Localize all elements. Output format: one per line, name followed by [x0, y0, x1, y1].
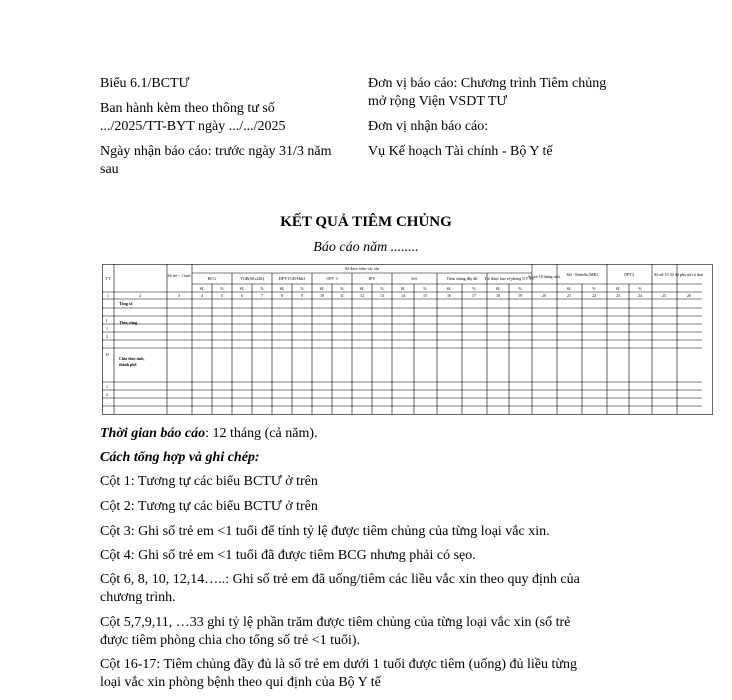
sub-sl: SL	[495, 286, 501, 291]
col-number: 8	[281, 293, 283, 298]
full-immunization-header: Tiêm chủng đầy đủ	[446, 276, 478, 281]
report-title: KẾT QUẢ TIÊM CHỦNG	[280, 214, 452, 230]
sub-pct: %	[518, 286, 522, 291]
row-total-label: Tổng số	[119, 301, 133, 306]
row-roman-ii: II	[106, 352, 109, 357]
note-col3: Cột 3: Ghi số trẻ em <1 tuổi để tính tỷ lệ được tiêm chủng của từng loại vắc xin.	[100, 524, 550, 539]
col-number: 21	[567, 293, 571, 298]
row-roman-i: I	[106, 318, 108, 323]
row-number: 2	[106, 334, 108, 339]
col-women-header: Số nữ 15-35	[654, 272, 674, 277]
note-col16-line2: loại vắc xin phòng bệnh theo qui định của Bộ Y tế	[100, 675, 381, 690]
note-col6-line1: Cột 6, 8, 10, 12,14…..: Ghi số trẻ em đã uống/tiêm các liều vắc xin theo quy định của	[100, 572, 580, 587]
ipv-header: IPV	[368, 276, 376, 281]
col-number: 12	[360, 293, 364, 298]
receiving-unit-label: Đơn vị nhận báo cáo:	[368, 119, 489, 134]
col-number: 6	[241, 293, 243, 298]
row-dots: ...	[106, 342, 109, 347]
receive-date-line-1: Ngày nhận báo cáo: trước ngày 31/3 năm	[100, 144, 332, 159]
sub-pct: %	[472, 286, 476, 291]
sub-sl: SL	[319, 286, 325, 291]
sub-sl: SL	[279, 286, 285, 291]
row-by-province-label: Chia theo tỉnh,	[119, 356, 145, 361]
report-subtitle: Báo cáo năm ........	[313, 240, 419, 255]
col-number: 13	[380, 293, 384, 298]
col-number: 5	[221, 293, 223, 298]
note-col4: Cột 4: Ghi số trẻ em <1 tuổi đã được tiêm BCG nhưng phải có sẹo.	[100, 548, 476, 563]
tetanus-protected-header: Trẻ được bảo vệ phòng UV SS	[484, 276, 534, 281]
vaccine-group-header: Số được tiêm vắc xin	[344, 266, 380, 271]
col-number: 23	[616, 293, 620, 298]
col-number: 11	[340, 293, 344, 298]
col-number: 10	[320, 293, 324, 298]
col-number: 2	[139, 293, 141, 298]
note-col5-line1: Cột 5,7,9,11, …33 ghi tỷ lệ phần trăm được tiêm chủng của từng loại vắc xin (số trẻ	[100, 615, 571, 630]
sub-sl: SL	[615, 286, 621, 291]
col-number: 7	[261, 293, 263, 298]
sub-pct: %	[340, 286, 344, 291]
bcg-header: BCG	[207, 276, 217, 281]
col-number: 20	[542, 293, 546, 298]
note-col1: Cột 1: Tương tự các biểu BCTƯ ở trên	[100, 474, 318, 489]
sub-sl: SL	[239, 286, 245, 291]
method-heading: Cách tổng hợp và ghi chép:	[100, 450, 260, 465]
col-number: 4	[201, 293, 203, 298]
dpt4-header: DPT4	[624, 272, 634, 277]
sub-pct: %	[260, 286, 264, 291]
period-line	[100, 425, 640, 443]
row-number: 1	[106, 326, 108, 331]
dpt-vgb-hib3-header: DPT-VGB-Hib3	[278, 276, 306, 281]
row-number: 1	[106, 384, 108, 389]
receiving-unit: Vụ Kế hoạch Tài chính - Bộ Y tế	[368, 144, 553, 159]
reporting-unit-line-2: mở rộng Viện VSDT TƯ	[368, 94, 508, 109]
period-value: : 12 tháng (cả năm).	[205, 426, 318, 441]
sub-pct: %	[380, 286, 384, 291]
receive-date-line-2: sau	[100, 162, 119, 177]
note-col16-line1: Cột 16-17: Tiêm chủng đầy đủ là số trẻ em dưới 1 tuổi được tiêm (uống) đủ liều từng	[100, 657, 577, 672]
sub-sl: SL	[566, 286, 572, 291]
col-number: 1	[107, 293, 109, 298]
row-by-province-label-2: thành phố	[119, 362, 137, 367]
col-number: 3	[178, 293, 180, 298]
col-number: 17	[472, 293, 476, 298]
col-number: 26	[687, 293, 691, 298]
col-number: 24	[638, 293, 642, 298]
sub-pct: %	[220, 286, 224, 291]
sub-pct: %	[592, 286, 596, 291]
sub-sl: SL	[199, 286, 205, 291]
col-number: 18	[496, 293, 500, 298]
col-number: 19	[518, 293, 522, 298]
form-code: Biểu 6.1/BCTƯ	[100, 76, 190, 91]
col-under1-header: Số trẻ < 1 tuổi	[167, 273, 191, 278]
reporting-unit-line-1: Đơn vị báo cáo: Chương trình Tiêm chủng	[368, 76, 607, 91]
issued-line-2: .../2025/TT-BYT ngày .../.../2025	[100, 119, 286, 134]
note-col2: Cột 2: Tương tự các biểu BCTƯ ở trên	[100, 499, 318, 514]
issued-line-1: Ban hành kèm theo thông tư số	[100, 101, 275, 116]
period-label: Thời gian báo cáo	[100, 426, 206, 441]
measles-header: Sởi	[411, 276, 417, 281]
note-col6-line2: chương trình.	[100, 590, 176, 605]
sub-pct: %	[423, 286, 427, 291]
sub-sl: SL	[359, 286, 365, 291]
row-number: 2	[106, 392, 108, 397]
col-pregnant-header: Số phụ nữ có thai	[674, 272, 704, 277]
col-number: 15	[423, 293, 427, 298]
sub-sl: SL	[446, 286, 452, 291]
vaccination-table	[102, 264, 704, 416]
sub-pct: %	[638, 286, 642, 291]
opv3-header: OPV 3	[326, 276, 338, 281]
col-number: 14	[401, 293, 405, 298]
col-number: 22	[592, 293, 596, 298]
note-col5-line2: được tiêm phòng chia cho tổng số trẻ <1 tuổi).	[100, 633, 361, 648]
sub-pct: %	[300, 286, 304, 291]
hepb-birth-header: VGB(SS≤24h)	[240, 276, 264, 281]
col-tt-header: TT	[105, 276, 111, 281]
sub-sl: SL	[400, 286, 406, 291]
row-by-region-label: Theo vùng	[119, 320, 138, 325]
mr-header: Sởi - Rubella (MR)	[566, 272, 598, 277]
col-number: 9	[301, 293, 303, 298]
col-18m-header: Số trẻ 18 tháng tuổi	[528, 274, 560, 279]
row-dots: ...	[106, 400, 109, 405]
col-number: 16	[447, 293, 451, 298]
col-number: 25	[662, 293, 666, 298]
